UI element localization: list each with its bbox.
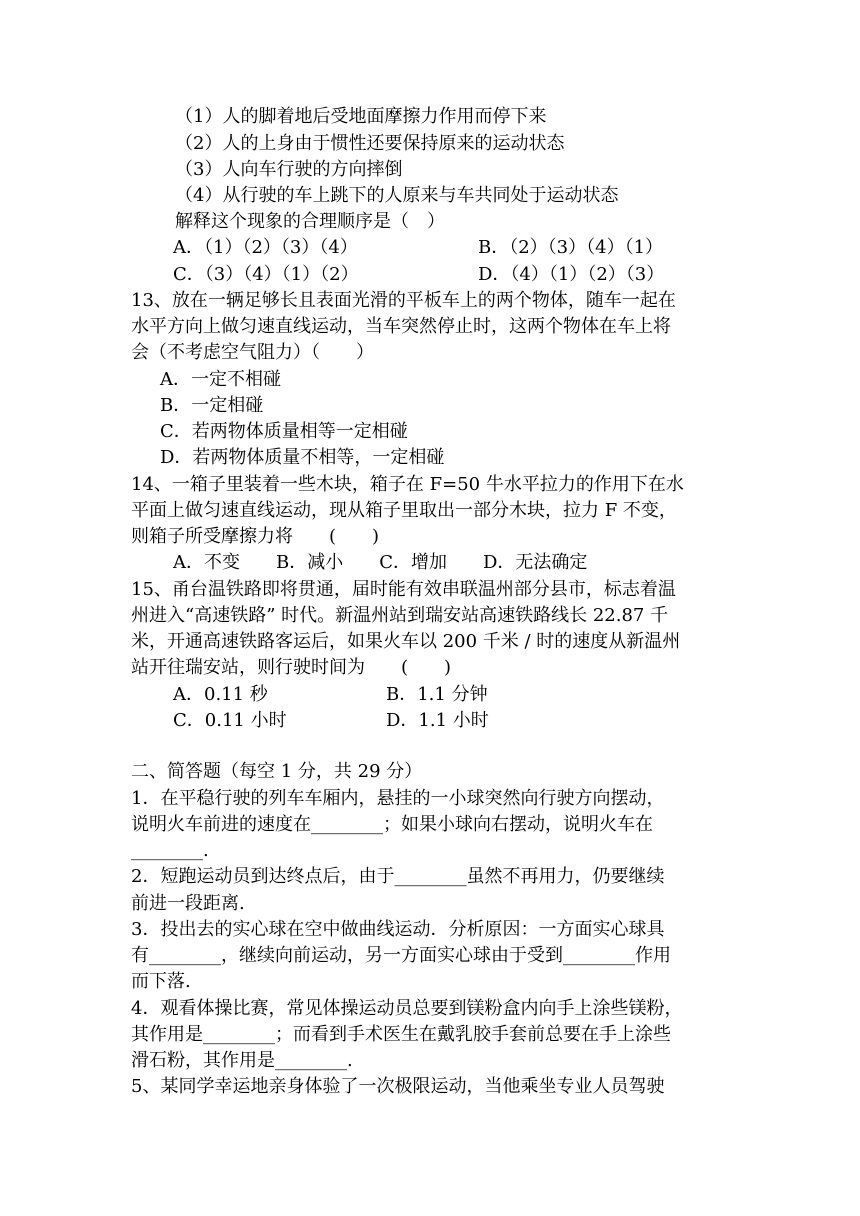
short-answer-line: 2．短跑运动员到达终点后，由于________虽然不再用力，仍要继续 <box>131 866 665 887</box>
choice-a: A．一定不相碰 <box>160 369 281 390</box>
choice-b: B．（2）（3）（4）（1） <box>478 237 664 258</box>
option-line: （2）人的上身由于惯性还要保持原来的运动状态 <box>175 133 565 154</box>
choice-d: D．若两物体质量不相等，一定相碰 <box>160 447 445 468</box>
short-answer-line: 4．观看体操比赛，常见体操运动员总要到镁粉盒内向手上涂些镁粉， <box>131 998 683 1019</box>
option-line: （4）从行驶的车上跳下的人原来与车共同处于运动状态 <box>175 185 619 206</box>
short-answer-line: 其作用是________；而看到手术医生在戴乳胶手套前总要在手上涂些 <box>131 1024 671 1045</box>
short-answer-line: 前进一段距离. <box>131 893 245 914</box>
question-14-line: 则箱子所受摩擦力将 ( ) <box>131 526 380 547</box>
choice-d: D．1.1 小时 <box>386 710 489 731</box>
section-heading: 二、简答题（每空 1 分，共 29 分） <box>131 761 423 782</box>
question-14-line: 14、一箱子里装着一些木块，箱子在 F=50 牛水平拉力的作用下在水 <box>131 474 684 495</box>
question-13-line: 13、放在一辆足够长且表面光滑的平板车上的两个物体，随车一起在 <box>131 290 676 311</box>
choice-d: D．（4）（1）（2）（3） <box>478 264 665 285</box>
short-answer-line: 而下落. <box>131 971 191 992</box>
question-15-line: 15、甬台温铁路即将贯通，届时能有效串联温州部分县市，标志着温 <box>131 579 676 600</box>
choice-b: B．一定相碰 <box>160 395 264 416</box>
choice-c: C．（3）（4）（1）（2） <box>173 264 359 285</box>
choice-c: C．若两物体质量相等一定相碰 <box>160 421 408 442</box>
option-line: （3）人向车行驶的方向摔倒 <box>175 159 403 180</box>
question-14-line: 平面上做匀速直线运动，现从箱子里取出一部分木块，拉力 F 不变， <box>131 500 677 521</box>
option-line: （1）人的脚着地后受地面摩擦力作用而停下来 <box>175 106 547 127</box>
short-answer-line: 说明火车前进的速度在________；如果小球向右摆动，说明火车在 <box>131 814 653 835</box>
question-13-line: 水平方向上做匀速直线运动，当车突然停止时，这两个物体在车上将 <box>131 316 671 337</box>
choice-b: B．1.1 分钟 <box>386 684 488 705</box>
choices-row: A．不变 B．减小 C．增加 D．无法确定 <box>173 552 588 573</box>
choice-c: C．0.11 小时 <box>173 710 287 731</box>
short-answer-line: 有________，继续向前运动，另一方面实心球由于受到________作用 <box>131 945 671 966</box>
choice-a: A．（1）（2）（3）（4） <box>173 237 358 258</box>
short-answer-line: ________. <box>131 840 209 861</box>
question-stem: 解释这个现象的合理顺序是（ ） <box>175 211 445 232</box>
question-15-line: 州进入“高速铁路” 时代。新温州站到瑞安站高速铁路线长 22.87 千 <box>131 605 669 626</box>
short-answer-line: 3．投出去的实心球在空中做曲线运动．分析原因：一方面实心球具 <box>131 919 665 940</box>
short-answer-line: 1．在平稳行驶的列车车厢内，悬挂的一小球突然向行驶方向摆动， <box>131 788 665 809</box>
question-15-line: 米，开通高速铁路客运后，如果火车以 200 千米 / 时的速度从新温州 <box>131 631 681 652</box>
question-13-line: 会（不考虑空气阻力）（ ） <box>131 342 374 363</box>
short-answer-line: 5、某同学幸运地亲身体验了一次极限运动，当他乘坐专业人员驾驶 <box>131 1076 665 1097</box>
question-15-line: 站开往瑞安站，则行驶时间为 ( ) <box>131 657 452 678</box>
choice-a: A．0.11 秒 <box>173 684 268 705</box>
short-answer-line: 滑石粉，其作用是________. <box>131 1050 353 1071</box>
